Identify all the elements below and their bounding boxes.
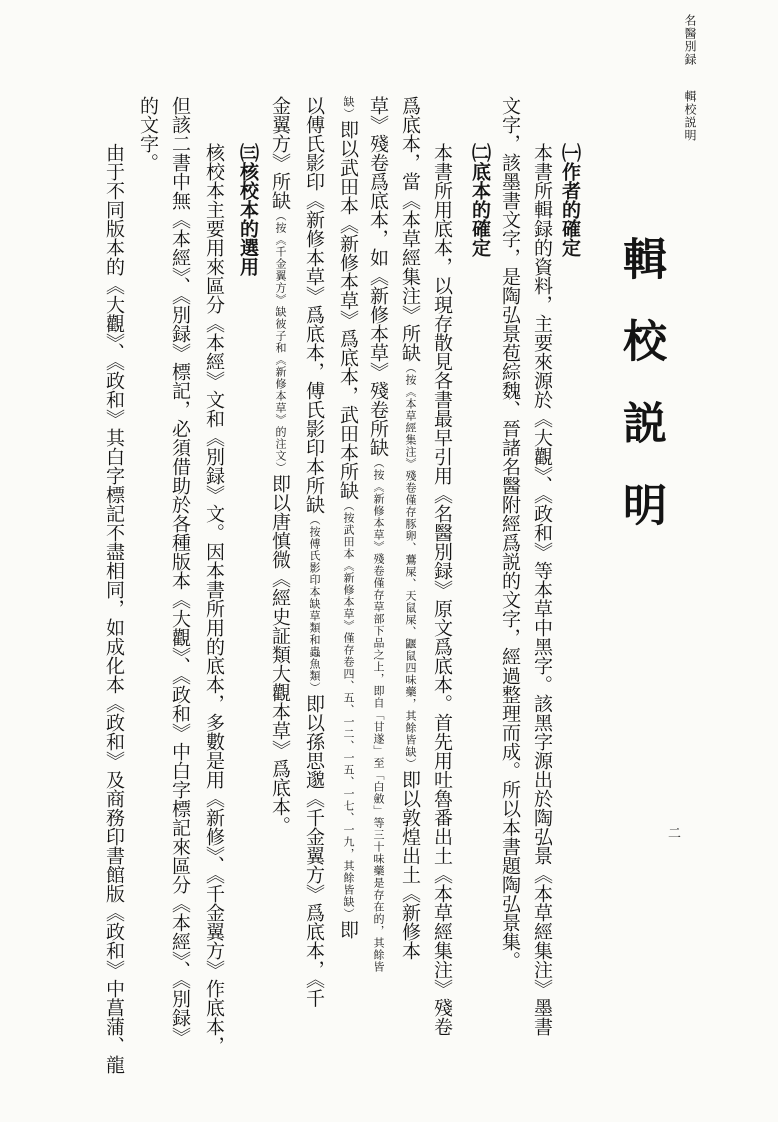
annotation: （按《千金翼方》缺彼子和《新修本草》的注文） [274, 210, 287, 474]
text-segment: 即以孫思邈《千金翼方》爲底本，《千 [303, 694, 325, 1008]
header-section-title: 輯校説明 [683, 90, 697, 142]
text-column-6 [338, 96, 357, 939]
text-segment: 金翼方》所缺 [269, 96, 291, 210]
text-column-8 [270, 96, 289, 835]
text-column-2: 文字，該墨書文字，是陶弘景苞綜魏、晉諸名醫附經爲説的文字，經過整理而成。所以本書題陶弘景集。 [499, 96, 521, 970]
text-column-7 [304, 96, 323, 1008]
annotation: （按傅氏影印本缺草類和蟲魚類） [308, 514, 321, 694]
header-book-title: 名醫別録 [683, 14, 697, 66]
annotation: （按《本草經集注》殘卷僅存豚卵、鷰屎、天鼠屎、鼴鼠四味藥，其餘皆缺） [404, 362, 417, 770]
text-column-4 [400, 96, 419, 960]
annotation: （按武田本《新修本草》僅存卷四、五、一二、一五、一七、一九，其餘皆缺） [342, 500, 355, 920]
annotation: 缺） [342, 96, 355, 120]
text-segment: 即以唐慎微《經史証類大觀本草》爲底本。 [269, 474, 291, 835]
section-heading-base-text: ㈡底本的確定 [469, 143, 491, 257]
page-number: 二 [665, 826, 680, 839]
text-column-3: 本書所用底本，以現存散見各書最早引用《名醫別録》原文爲底本。首先用吐魯番出土《本草經集注》殘卷 [431, 143, 453, 1036]
text-column-5 [368, 96, 387, 973]
text-segment: 即以武田本《新修本草》爲底本，武田本所缺 [337, 120, 359, 500]
text-segment: 即以敦煌出土《新修本 [399, 770, 421, 960]
section-heading-collation: ㈢核校本的選用 [237, 143, 259, 276]
text-segment: 草》殘卷爲底本，如《新修本草》殘卷所缺 [367, 96, 389, 457]
text-column-9: 核校本主要用來區分《本經》文和《別録》文。因本書所用的底本，多數是用《新修》、《千金翼方》作底本， [203, 143, 225, 1055]
section-heading-author: ㈠作者的確定 [559, 143, 581, 257]
text-column-12: 由于不同版本的《大觀》、《政和》其白字標記不盡相同，如成化本《政和》及商務印書館版《政和》中菖蒲、龍 [103, 143, 125, 1074]
text-segment: 以傅氏影印《新修本草》爲底本，傅氏影印本所缺 [303, 96, 325, 514]
text-segment: 即 [337, 920, 359, 939]
text-segment: 爲底本，當《本草經集注》所缺 [399, 96, 421, 362]
text-column-1: 本書所輯録的資料，主要來源於《大觀》、《政和》等本草中黑字。該黑字源出於陶弘景《本草經集注》墨書 [531, 143, 553, 1036]
text-column-11: 的文字。 [137, 96, 159, 172]
page-title: 輯校説明 [615, 236, 666, 564]
running-header [684, 14, 696, 142]
text-column-10: 但該二書中無《本經》、《別録》標記，必須借助於各種版本《大觀》、《政和》中白字標記來區分《本經》、《別録》 [169, 96, 191, 1046]
annotation: （按《新修本草》殘卷僅存草部下品之上，即自「甘遂」至「白斂」等三十味藥是存在的，其餘皆 [372, 457, 385, 973]
